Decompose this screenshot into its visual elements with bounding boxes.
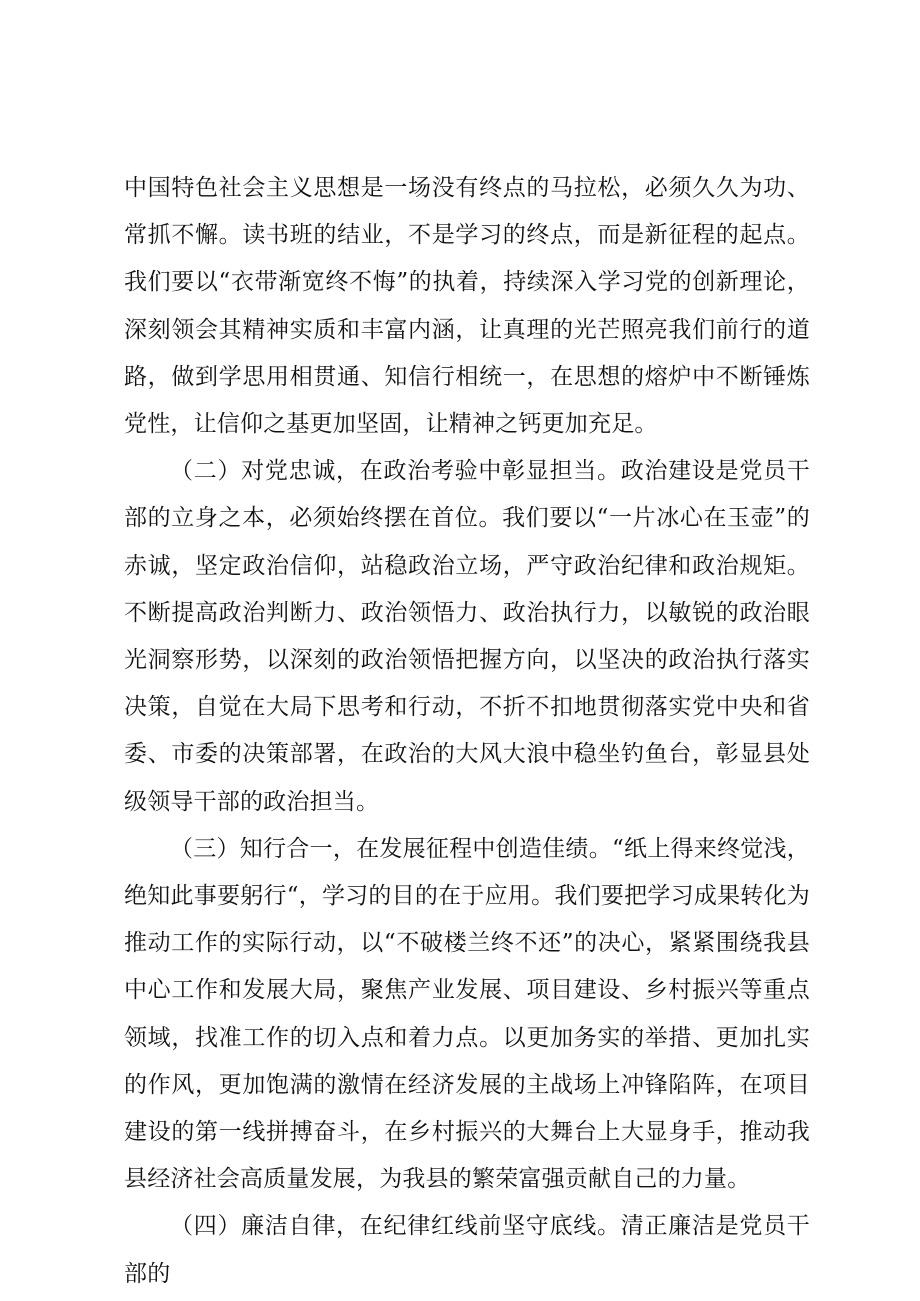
- paragraph-section-3: （三）知行合一，在发展征程中创造佳绩。“纸上得来终觉浅，绝知此事要躬行“，学习的目的在于应用。我们要把学习成果转化为推动工作的实际行动，以“不破楼兰终不还”的决心，紧紧围绕我县中心工作和发展大局，聚焦产业发展、项目建设、乡村振兴等重点领域，找准工作的切入点和着力点。以更加务实的举措、更加扎实的作风，更加饱满的激情在经济发展的主战场上冲锋陷阵，在项目建设的第一线拼搏奋斗，在乡村振兴的大舞台上大显身手，推动我县经济社会高质量发展，为我县的繁荣富强贡献自己的力量。: [124, 835, 810, 1193]
- paragraph-section-4: （四）廉洁自律，在纪律红线前坚守底线。清正廉洁是党员干部的: [124, 1213, 810, 1287]
- document-body: [124, 165, 810, 1298]
- paragraph-continuation: 中国特色社会主义思想是一场没有终点的马拉松，必须久久为功、常抓不懈。读书班的结业，不是学习的终点，而是新征程的起点。我们要以“衣带渐宽终不悔”的执着，持续深入学习党的创新理论，深刻领会其精神实质和丰富内涵，让真理的光芒照亮我们前行的道路，做到学思用相贯通、知信行相统一，在思想的熔炉中不断锤炼党性，让信仰之基更加坚固，让精神之钙更加充足。: [124, 175, 810, 438]
- paragraph-section-2: （二）对党忠诚，在政治考验中彰显担当。政治建设是党员干部的立身之本，必须始终摆在首位。我们要以“一片冰心在玉壶”的赤诚，坚定政治信仰，站稳政治立场，严守政治纪律和政治规矩。不断提高政治判断力、政治领悟力、政治执行力，以敏锐的政治眼光洞察形势，以深刻的政治领悟把握方向，以坚决的政治执行落实决策，自觉在大局下思考和行动，不折不扣地贯彻落实党中央和省委、市委的决策部署，在政治的大风大浪中稳坐钓鱼台，彰显县处级领导干部的政治担当。: [124, 458, 810, 815]
